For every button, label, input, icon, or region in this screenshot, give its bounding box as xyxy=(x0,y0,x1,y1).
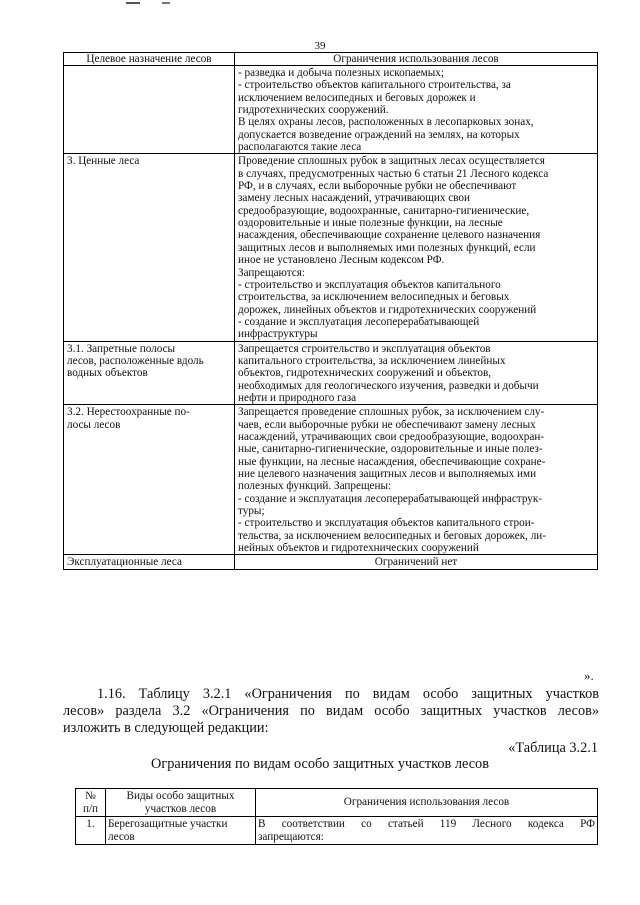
text-line: лесов, расположенные вдоль xyxy=(67,354,204,367)
text-line: ные, санитарно-гигиенические, оздоровительные и иные полез- xyxy=(238,443,543,456)
text-line: лесов xyxy=(108,830,135,843)
text-line: насаждений, утрачивающих свои средообразующие, водоохран- xyxy=(238,430,545,443)
row-purpose-cell xyxy=(64,405,235,555)
text-line: 3.1. Запретные полосы xyxy=(67,342,176,355)
text-line: Запрещается строительство и эксплуатация объектов xyxy=(238,342,491,355)
row-restrictions-cell xyxy=(235,66,598,154)
table-row xyxy=(64,405,598,555)
text-line: - строительство объектов капитального строительства, за xyxy=(238,79,511,92)
text-line: Проведение сплошных рубок в защитных лесах осуществляется xyxy=(238,155,545,168)
text-line: средообразующие, водоохранные, санитарно-гигиенические, xyxy=(238,204,530,217)
table-row xyxy=(64,341,598,405)
text-line: объектов, гидротехнических сооружений и объектов, xyxy=(238,367,492,380)
text-line: тельства, за исключением велосипедных и беговых дорожек, ли- xyxy=(238,529,547,542)
text-line: допускается возведение ограждений на землях, на которых xyxy=(238,128,520,141)
text-line: Виды особо защитных xyxy=(126,790,235,802)
scan-mark xyxy=(126,2,140,9)
text-line: В соответствии со статьей 119 Лесного кодекса РФ xyxy=(258,818,595,830)
protective-areas-table xyxy=(75,788,598,845)
text-line: запрещаются: xyxy=(258,830,324,843)
text-line: Запрещается проведение сплошных рубок, за исключением слу- xyxy=(238,406,545,419)
row-purpose-cell xyxy=(64,555,235,569)
header-number xyxy=(76,789,106,817)
text-line: гидротехнических сооружений. xyxy=(238,104,389,117)
header-purpose: Целевое назначение лесов xyxy=(64,53,235,66)
text-line: - разведка и добыча полезных ископаемых; xyxy=(238,67,444,79)
page-number: 39 xyxy=(314,40,326,52)
row-purpose-cell xyxy=(64,154,235,341)
text-line: РФ, и в случаях, если выборочные рубки не обеспечивают xyxy=(238,180,517,193)
text-line: ные функции, на лесные насаждения, обеспечивающие сохране- xyxy=(238,455,546,468)
header-kind xyxy=(106,789,256,817)
text-line: исключением велосипедных и беговых дорожек и xyxy=(238,91,476,104)
text-line: в случаях, предусмотренных частью 6 статьи 21 Лесного кодекса xyxy=(238,167,549,180)
text-line: Ограничений нет xyxy=(374,556,458,569)
row-purpose-cell xyxy=(64,66,235,154)
row-restrictions-cell xyxy=(235,341,598,405)
paragraph-line: 1.16. Таблицу 3.2.1 «Ограничения по видам особо защитных участков xyxy=(97,686,599,702)
scan-mark xyxy=(162,2,170,8)
table-row xyxy=(64,154,598,341)
table-header-row xyxy=(64,53,598,66)
text-line: инфраструктуры xyxy=(238,328,318,341)
row-purpose-cell xyxy=(64,341,235,405)
table-title: Ограничения по видам особо защитных участков лесов xyxy=(151,756,489,772)
text-line: туры; xyxy=(238,505,265,518)
row-number: 1. xyxy=(76,817,106,845)
text-line: п/п xyxy=(82,802,99,815)
text-line: необходимых для геологического изучения, разведки и добычи xyxy=(238,379,539,392)
text-line: - создание и эксплуатация лесоперерабатывающей инфраструк- xyxy=(238,492,543,505)
text-line: Эксплуатационные леса xyxy=(67,556,182,569)
text-line: чаев, если выборочные рубки не обеспечивают замену лесных xyxy=(238,418,536,431)
closing-quote: ». xyxy=(584,668,594,683)
text-line: - строительство и эксплуатация объектов капитального xyxy=(238,278,501,291)
text-line: нефти и природного газа xyxy=(238,391,357,404)
row-kind xyxy=(106,817,256,845)
text-line: лосы лесов xyxy=(67,418,121,431)
text-line: защитных лесов и выполняемых ими полезных функций, если xyxy=(238,241,536,254)
paragraph-line: изложить в следующей редакции: xyxy=(63,720,269,736)
text-line: - строительство и эксплуатация объектов капитального строи- xyxy=(238,517,535,530)
table-label: «Таблица 3.2.1 xyxy=(508,740,598,756)
text-line: Берегозащитные участки xyxy=(108,818,228,830)
row-restrictions-cell xyxy=(235,405,598,555)
table-row xyxy=(76,817,598,845)
text-line: Запрещаются: xyxy=(238,266,306,279)
header-restrictions: Ограничения использования лесов xyxy=(235,53,598,66)
text-line: № xyxy=(85,790,96,802)
text-line: 3. Ценные леса xyxy=(67,155,140,168)
text-line: - создание и эксплуатация лесоперерабатывающей xyxy=(238,315,480,328)
text-line: водных объектов xyxy=(67,367,148,380)
text-line: замену лесных насаждений, утрачивающих свои xyxy=(238,192,471,205)
text-line: 3.2. Нерестоохранные по- xyxy=(67,406,190,419)
header-restrictions: Ограничения использования лесов xyxy=(256,789,598,817)
paragraph-line: лесов» раздела 3.2 «Ограничения по видам особо защитных участков лесов» xyxy=(63,703,599,719)
amendment-paragraph xyxy=(63,686,599,737)
text-line: дорожек, линейных объектов и гидротехнических сооружений xyxy=(238,303,537,316)
text-line: нейных объектов и гидротехнических сооружений xyxy=(238,542,479,555)
text-line: ние целевого назначения защитных лесов и выполняемых ими xyxy=(238,468,537,480)
text-line: капитального строительства, за исключением линейных xyxy=(238,354,506,367)
text-line: иное не установлено Лесным кодексом РФ. xyxy=(238,254,445,267)
text-line: оздоровительные и иные полезные функции, на лесные xyxy=(238,217,503,230)
forest-restrictions-table xyxy=(63,52,598,570)
text-line: строительства, за исключением велосипедных и беговых xyxy=(238,291,510,304)
text-line: участков лесов xyxy=(144,802,217,815)
row-restrictions xyxy=(256,817,598,845)
table-row xyxy=(64,66,598,154)
text-line: В целях охраны лесов, расположенных в лесопарковых зонах, xyxy=(238,116,534,129)
text-line: полезных функций. Запрещены: xyxy=(238,480,392,493)
table-row xyxy=(64,555,598,569)
text-line: располагаются такие леса xyxy=(238,141,362,154)
table-header-row xyxy=(76,789,598,817)
text-line: насаждения, обеспечивающие сохранение целевого назначения xyxy=(238,229,541,242)
row-restrictions-cell xyxy=(235,154,598,341)
row-restrictions-cell xyxy=(235,555,598,569)
